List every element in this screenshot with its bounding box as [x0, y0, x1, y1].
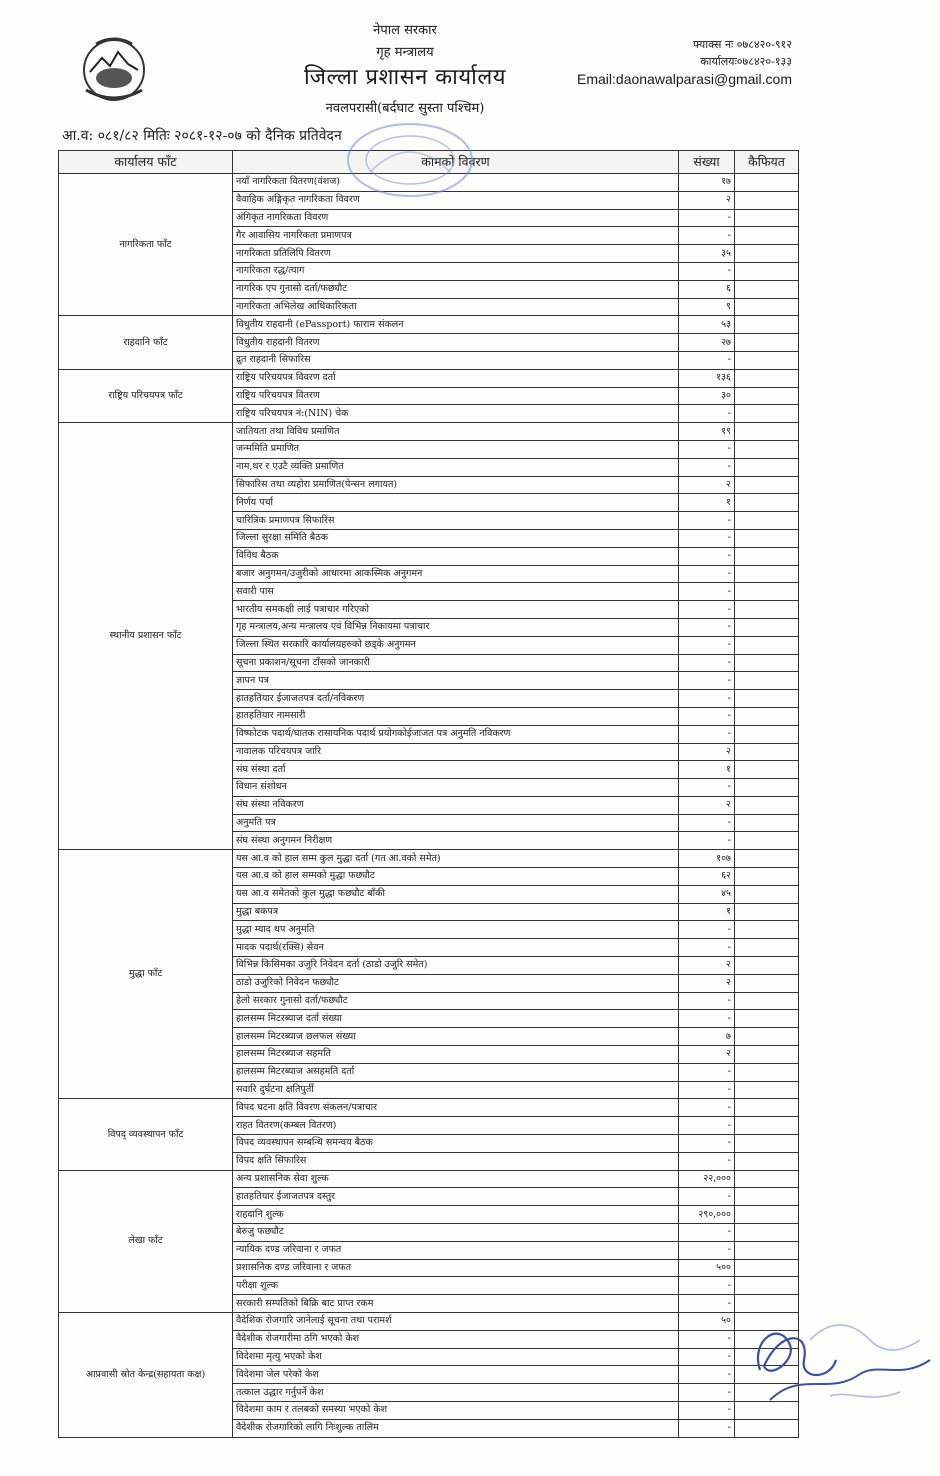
remarks-cell — [735, 868, 799, 886]
count-cell: - — [679, 405, 735, 423]
count-cell: - — [679, 1081, 735, 1099]
table-body — [59, 174, 799, 1438]
remarks-cell — [735, 369, 799, 387]
task-cell: वैवाहिक अङ्गिकृत नागरिकता विवरण — [233, 191, 679, 209]
task-cell: न्यायिक दण्ड जरिवाना र जफत — [233, 1241, 679, 1259]
count-cell: १०७ — [679, 850, 735, 868]
remarks-cell — [735, 1330, 799, 1348]
remarks-cell — [735, 262, 799, 280]
task-cell: गैर आवासिय नागरिकता प्रमाणपत्र — [233, 227, 679, 245]
task-cell: विदेशमा मृत्यु भएको केश — [233, 1348, 679, 1366]
task-cell: जिल्ला स्थित सरकारि कार्यालयहरुको छड्के अनुगमन — [233, 636, 679, 654]
remarks-cell — [735, 1366, 799, 1384]
remarks-cell — [735, 316, 799, 334]
count-cell: ५३ — [679, 316, 735, 334]
task-cell: बजार अनुगमन/उजुरीको आधारमा आकस्मिक अनुगमन — [233, 565, 679, 583]
task-cell: प्रशासनिक दण्ड जरिवाना र जफत — [233, 1259, 679, 1277]
task-cell: विदेशमा जेल परेको केश — [233, 1366, 679, 1384]
task-cell: सूचना प्रकाशन/सूचना टाँसको जानकारी — [233, 654, 679, 672]
task-cell: तत्काल उद्धार गर्नुपर्ने केश — [233, 1384, 679, 1402]
remarks-cell — [735, 885, 799, 903]
count-cell: - — [679, 636, 735, 654]
section-name-cell: मुद्धा फाँट — [59, 850, 233, 1099]
email-address: Email:daonawalparasi@gmail.com — [577, 71, 792, 87]
remarks-cell — [735, 832, 799, 850]
task-cell: नागरिक एप गुनासो दर्ता/फछ्यौट — [233, 280, 679, 298]
remarks-cell — [735, 227, 799, 245]
task-cell: राष्ट्रिय परिचयपत्र वितरण — [233, 387, 679, 405]
task-cell: हालसम्म मिटरब्याज छलफल संख्या — [233, 1028, 679, 1046]
remarks-cell — [735, 280, 799, 298]
count-cell: २९०,००० — [679, 1206, 735, 1224]
count-cell: - — [679, 618, 735, 636]
task-cell: मादक पदार्थ(रक्सि) सेवन — [233, 939, 679, 957]
remarks-cell — [735, 1277, 799, 1295]
count-cell: २ — [679, 191, 735, 209]
task-cell: विपद क्षति सिफारिस — [233, 1152, 679, 1170]
remarks-cell — [735, 654, 799, 672]
count-cell: - — [679, 1330, 735, 1348]
task-cell: परीक्षा शुल्क — [233, 1277, 679, 1295]
section-name-cell: आप्रवासी स्रोत केन्द्र(सहायता कक्ष) — [59, 1313, 233, 1438]
ministry-name: गृह मन्त्रालय — [376, 45, 434, 60]
task-cell: हालसम्म मिटरब्याज सहमति — [233, 1046, 679, 1064]
remarks-cell — [735, 850, 799, 868]
task-cell: हातहतियार ईजाजतपत्र दस्तुर — [233, 1188, 679, 1206]
remarks-cell — [735, 992, 799, 1010]
count-cell: - — [679, 440, 735, 458]
remarks-cell — [735, 1028, 799, 1046]
remarks-cell — [735, 494, 799, 512]
column-header-count: संख्या — [679, 151, 735, 174]
task-cell: निर्णय पर्चा — [233, 494, 679, 512]
task-cell: विधान संशोधन — [233, 779, 679, 797]
count-cell: - — [679, 227, 735, 245]
task-cell: नाम,थर र एउटै व्यक्ति प्रमाणित — [233, 458, 679, 476]
task-cell: विधुतीय राहदानी (ePassport) फाराम संकलन — [233, 316, 679, 334]
task-cell: द्रुत राहदानी सिफारिस — [233, 351, 679, 369]
district-name: नवलपरासी(बर्दघाट सुस्ता पश्चिम) — [325, 101, 485, 116]
count-cell: - — [679, 1295, 735, 1313]
task-cell: सरकारी सम्पतिको बिक्रि बाट प्राप्त रकम — [233, 1295, 679, 1313]
task-cell: नागरिकता प्रतिलिपि वितरण — [233, 245, 679, 263]
remarks-cell — [735, 191, 799, 209]
count-cell: - — [679, 1401, 735, 1419]
count-cell: - — [679, 707, 735, 725]
count-cell: - — [679, 458, 735, 476]
task-cell: ज्ञापन पत्र — [233, 672, 679, 690]
remarks-cell — [735, 1170, 799, 1188]
remarks-cell — [735, 636, 799, 654]
remarks-cell — [735, 209, 799, 227]
remarks-cell — [735, 814, 799, 832]
count-cell: २ — [679, 476, 735, 494]
table-row — [59, 316, 799, 334]
remarks-cell — [735, 761, 799, 779]
remarks-cell — [735, 1419, 799, 1437]
task-cell: संघ संस्था दर्ता — [233, 761, 679, 779]
count-cell: १ — [679, 761, 735, 779]
remarks-cell — [735, 1117, 799, 1135]
count-cell: - — [679, 565, 735, 583]
count-cell: - — [679, 779, 735, 797]
remarks-cell — [735, 672, 799, 690]
remarks-cell — [735, 1241, 799, 1259]
count-cell: - — [679, 1152, 735, 1170]
remarks-cell — [735, 957, 799, 975]
office-phone: कार्यालयः०७८४२०-१३३ — [700, 55, 792, 68]
count-cell: २२,००० — [679, 1170, 735, 1188]
task-cell: सिफारिस तथा व्यहोरा प्रमाणित(पेन्सन लगायत) — [233, 476, 679, 494]
task-cell: सवारी पास — [233, 583, 679, 601]
task-cell: अन्य प्रशासनिक सेवा शुल्क — [233, 1170, 679, 1188]
column-header-task: कामको विवरण — [233, 151, 679, 174]
count-cell: १ — [679, 903, 735, 921]
remarks-cell — [735, 1348, 799, 1366]
task-cell: ठाडो उजुरिको निवेदन फछ्यौट — [233, 974, 679, 992]
count-cell: ६ — [679, 280, 735, 298]
fax-number: फ्याक्स नः ०७८४२०-९१२ — [692, 38, 792, 51]
count-cell: ५० — [679, 1313, 735, 1331]
count-cell: २७ — [679, 334, 735, 352]
table-row — [59, 1313, 799, 1331]
count-cell: ९ — [679, 298, 735, 316]
remarks-cell — [735, 796, 799, 814]
task-cell: सवारि दुर्घटना क्षतिपुर्ती — [233, 1081, 679, 1099]
remarks-cell — [735, 1046, 799, 1064]
count-cell: १९ — [679, 423, 735, 441]
column-header-section: कार्यालय फाँट — [59, 151, 233, 174]
government-name: नेपाल सरकार — [373, 23, 437, 38]
table-row — [59, 850, 799, 868]
count-cell: - — [679, 1419, 735, 1437]
remarks-cell — [735, 1063, 799, 1081]
section-name-cell: राष्ट्रिय परिचयपत्र फाँट — [59, 369, 233, 422]
task-cell: राष्ट्रिय परिचयपत्र विवरण दर्ता — [233, 369, 679, 387]
task-cell: यस आ.व को हाल सम्मको मुद्धा फछ्यौट — [233, 868, 679, 886]
remarks-cell — [735, 903, 799, 921]
remarks-cell — [735, 1010, 799, 1028]
count-cell: - — [679, 690, 735, 708]
count-cell: - — [679, 1241, 735, 1259]
remarks-cell — [735, 779, 799, 797]
task-cell: गृह मन्त्रालय,अन्य मन्त्रालय एवं विभिन्न निकायमा पत्राचार — [233, 618, 679, 636]
remarks-cell — [735, 351, 799, 369]
task-cell: राहदानि शुल्क — [233, 1206, 679, 1224]
task-cell: वैदेशीक रोजगारीमा ठगि भएको केश — [233, 1330, 679, 1348]
remarks-cell — [735, 1313, 799, 1331]
remarks-cell — [735, 1295, 799, 1313]
table-row — [59, 423, 799, 441]
task-cell: चारित्रिक प्रमाणपत्र सिफारिस — [233, 512, 679, 530]
task-cell: हातहतियार नामसारी — [233, 707, 679, 725]
remarks-cell — [735, 298, 799, 316]
task-cell: अनुमति पत्र — [233, 814, 679, 832]
table-row — [59, 174, 799, 192]
task-cell: संघ संस्था नविकरण — [233, 796, 679, 814]
table-row — [59, 1170, 799, 1188]
task-cell: मुद्धा म्याद थप अनुमति — [233, 921, 679, 939]
remarks-cell — [735, 921, 799, 939]
remarks-cell — [735, 1401, 799, 1419]
count-cell: - — [679, 1224, 735, 1242]
daily-report-table — [58, 150, 799, 1438]
task-cell: हालसम्म मिटरब्याज दर्ता संख्या — [233, 1010, 679, 1028]
remarks-cell — [735, 743, 799, 761]
remarks-cell — [735, 334, 799, 352]
task-cell: नावालक परिचयपत्र जारि — [233, 743, 679, 761]
remarks-cell — [735, 583, 799, 601]
remarks-cell — [735, 974, 799, 992]
count-cell: - — [679, 921, 735, 939]
count-cell: - — [679, 939, 735, 957]
remarks-cell — [735, 1135, 799, 1153]
task-cell: जिल्ला सुरक्षा समिति बैठक — [233, 529, 679, 547]
table-row — [59, 1099, 799, 1117]
count-cell: २ — [679, 974, 735, 992]
task-cell: यस आ.व समेतको कुल मुद्धा फछ्यौट बाँकी — [233, 885, 679, 903]
remarks-cell — [735, 707, 799, 725]
remarks-cell — [735, 601, 799, 619]
task-cell: राहत वितरण(कम्बल वितरण) — [233, 1117, 679, 1135]
count-cell: - — [679, 1135, 735, 1153]
remarks-cell — [735, 1188, 799, 1206]
count-cell: - — [679, 351, 735, 369]
task-cell: हातहतियार ईजाजतपत्र दर्ता/नविकरण — [233, 690, 679, 708]
remarks-cell — [735, 1259, 799, 1277]
count-cell: - — [679, 583, 735, 601]
remarks-cell — [735, 512, 799, 530]
remarks-cell — [735, 1081, 799, 1099]
task-cell: नागरिकता रद्ध/त्याग — [233, 262, 679, 280]
column-header-remarks: कैफियत — [735, 151, 799, 174]
count-cell: - — [679, 1277, 735, 1295]
remarks-cell — [735, 939, 799, 957]
count-cell: - — [679, 992, 735, 1010]
task-cell: वैदेशीक रोजगारिको लागि निःशुल्क तालिम — [233, 1419, 679, 1437]
section-name-cell: विपद् व्यवस्थापन फाँट — [59, 1099, 233, 1170]
count-cell: २ — [679, 1046, 735, 1064]
remarks-cell — [735, 1099, 799, 1117]
remarks-cell — [735, 387, 799, 405]
task-cell: नयाँ नागरिकता वितरण(वंशज) — [233, 174, 679, 192]
count-cell: ४५ — [679, 885, 735, 903]
count-cell: - — [679, 1366, 735, 1384]
section-name-cell: लेखा फाँट — [59, 1170, 233, 1312]
count-cell: - — [679, 1188, 735, 1206]
task-cell: मुद्धा बकपत्र — [233, 903, 679, 921]
count-cell: - — [679, 832, 735, 850]
remarks-cell — [735, 458, 799, 476]
task-cell: विपद व्यवस्थापन सम्बन्धि समन्वय बैठक — [233, 1135, 679, 1153]
count-cell: - — [679, 672, 735, 690]
task-cell: नागरिकता अभिलेख आधिकारिकता — [233, 298, 679, 316]
count-cell: - — [679, 1384, 735, 1402]
count-cell: ३० — [679, 387, 735, 405]
contact-block — [532, 36, 792, 88]
count-cell: ३५ — [679, 245, 735, 263]
section-name-cell: नागरिकता फाँट — [59, 174, 233, 316]
remarks-cell — [735, 725, 799, 743]
task-cell: हालसम्म मिटरब्याज असहमति दर्ता — [233, 1063, 679, 1081]
count-cell: ७ — [679, 1028, 735, 1046]
count-cell: ६२ — [679, 868, 735, 886]
remarks-cell — [735, 1384, 799, 1402]
task-cell: राष्ट्रिय परिचयपत्र नं:(NIN) चेक — [233, 405, 679, 423]
count-cell: - — [679, 547, 735, 565]
task-cell: जन्ममिति प्रमाणित — [233, 440, 679, 458]
task-cell: यस आ.व को हाल सम्म कुल मुद्धा दर्ता (गत आ.वको समेत) — [233, 850, 679, 868]
task-cell: जातियता तथा विविध प्रमाणित — [233, 423, 679, 441]
task-cell: विभिन्न किसिमका उजुरि निवेदन दर्ता (ठाडो उजुरि समेत) — [233, 957, 679, 975]
remarks-cell — [735, 174, 799, 192]
remarks-cell — [735, 423, 799, 441]
count-cell: - — [679, 1010, 735, 1028]
count-cell: - — [679, 262, 735, 280]
table-header-row — [59, 151, 799, 174]
remarks-cell — [735, 405, 799, 423]
count-cell: १७ — [679, 174, 735, 192]
task-cell: भारतीय समकक्षी लाई पत्राचार गरिएको — [233, 601, 679, 619]
table-row — [59, 369, 799, 387]
task-cell: वैदेशिक रोजगारि जानेलाई सूचना तथा परामर्श — [233, 1313, 679, 1331]
remarks-cell — [735, 476, 799, 494]
count-cell: - — [679, 1063, 735, 1081]
count-cell: - — [679, 512, 735, 530]
task-cell: विविध बैठक — [233, 547, 679, 565]
remarks-cell — [735, 440, 799, 458]
task-cell: संघ संस्था अनुगमन निरीक्षण — [233, 832, 679, 850]
count-cell: - — [679, 1099, 735, 1117]
office-name: जिल्ला प्रशासन कार्यालय — [303, 65, 507, 90]
count-cell: - — [679, 814, 735, 832]
count-cell: ५०० — [679, 1259, 735, 1277]
task-cell: बेरुजु फछ्यौट — [233, 1224, 679, 1242]
task-cell: विपद घटना क्षति विवरण संकलन/पत्राचार — [233, 1099, 679, 1117]
count-cell: १ — [679, 494, 735, 512]
remarks-cell — [735, 565, 799, 583]
count-cell: २ — [679, 743, 735, 761]
count-cell: १३६ — [679, 369, 735, 387]
count-cell: २ — [679, 957, 735, 975]
remarks-cell — [735, 618, 799, 636]
count-cell: - — [679, 529, 735, 547]
remarks-cell — [735, 529, 799, 547]
remarks-cell — [735, 547, 799, 565]
header-block — [250, 20, 560, 118]
count-cell: - — [679, 654, 735, 672]
report-title: आ.व: ०८१/८२ मितिः २०८१-१२-०७ को दैनिक प्रतिवेदन — [62, 128, 342, 144]
task-cell: विदेशमा काम र तलबको समस्या भएको केश — [233, 1401, 679, 1419]
count-cell: - — [679, 601, 735, 619]
section-name-cell: राहदानि फाँट — [59, 316, 233, 369]
count-cell: - — [679, 209, 735, 227]
remarks-cell — [735, 1152, 799, 1170]
section-name-cell: स्थानीय प्रशासन फाँट — [59, 423, 233, 850]
task-cell: विधुतीय राहदानी वितरण — [233, 334, 679, 352]
task-cell: हेलो सरकार गुनासो दर्ता/फछ्यौट — [233, 992, 679, 1010]
remarks-cell — [735, 690, 799, 708]
count-cell: - — [679, 1348, 735, 1366]
remarks-cell — [735, 1224, 799, 1242]
count-cell: - — [679, 725, 735, 743]
remarks-cell — [735, 245, 799, 263]
remarks-cell — [735, 1206, 799, 1224]
count-cell: २ — [679, 796, 735, 814]
government-emblem — [76, 32, 152, 104]
task-cell: अंगिकृत नागरिकता विवरण — [233, 209, 679, 227]
task-cell: विष्फोटक पदार्थ/घातक रासायनिक पदार्थ प्रयोगकोईजाजत पत्र अनुमति नविकरण — [233, 725, 679, 743]
count-cell: - — [679, 1117, 735, 1135]
